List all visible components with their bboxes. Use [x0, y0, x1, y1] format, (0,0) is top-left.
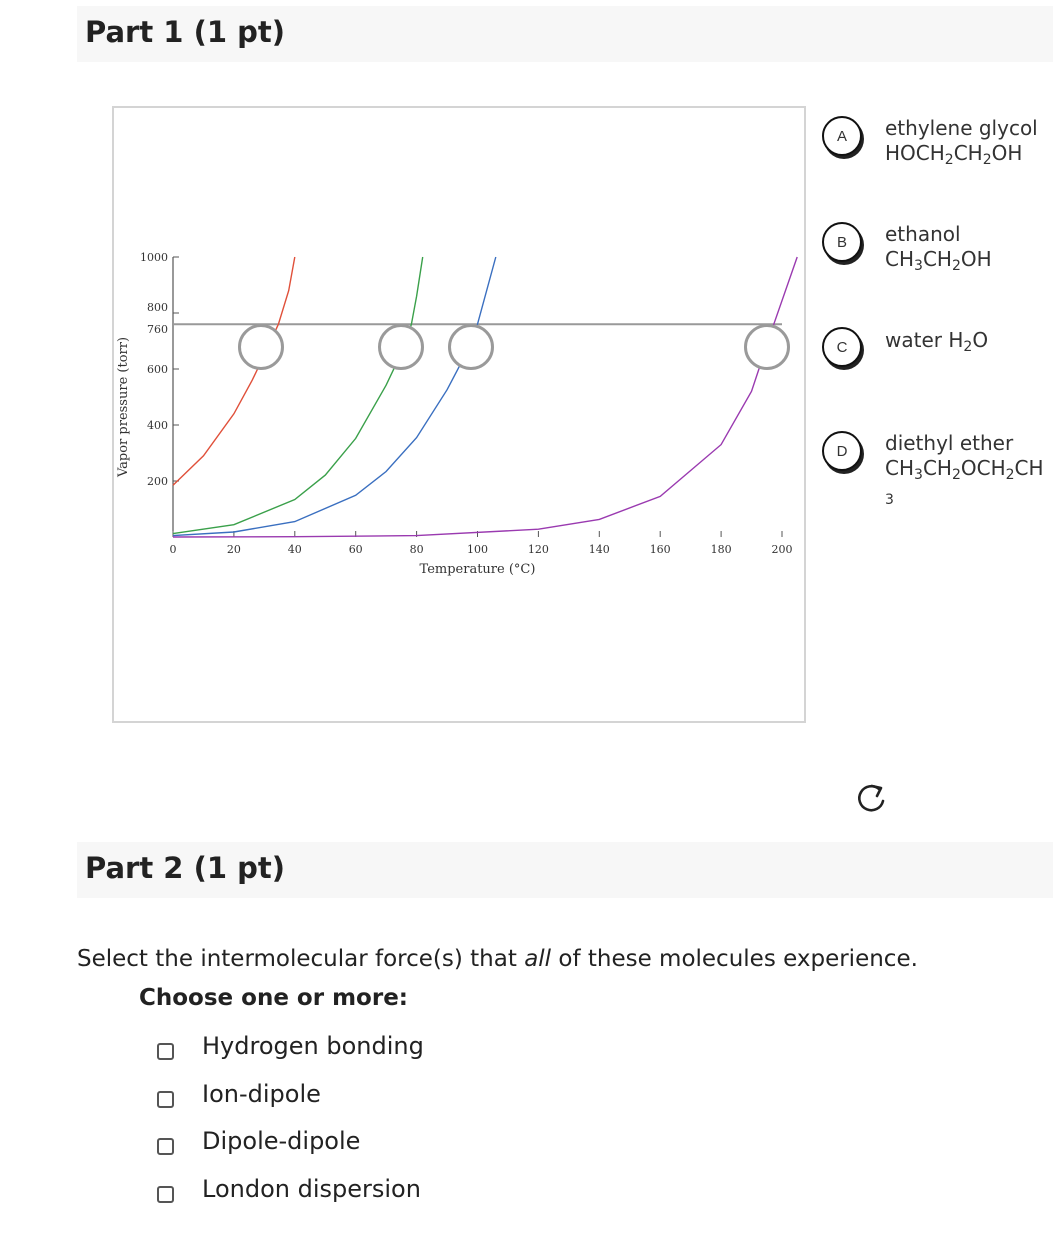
- choice-label: London dispersion: [202, 1175, 421, 1203]
- part2-title: Part 2 (1 pt): [85, 851, 285, 885]
- y-tick-label: 800: [147, 301, 168, 314]
- y-tick-label: 200: [147, 475, 168, 488]
- option-letter-badge: D: [822, 431, 862, 471]
- drop-target-purple-curve[interactable]: [744, 324, 790, 370]
- checkbox[interactable]: [157, 1138, 174, 1155]
- part1-title: Part 1 (1 pt): [85, 15, 285, 49]
- y-tick-label: 760: [147, 323, 168, 337]
- checkbox[interactable]: [157, 1091, 174, 1108]
- x-axis-title: Temperature (°C): [419, 562, 536, 577]
- vapor-pressure-curve-4: [173, 257, 797, 537]
- reset-icon[interactable]: [853, 779, 893, 819]
- part2-header: [77, 842, 1053, 898]
- vapor-pressure-graph: [112, 106, 806, 723]
- x-tick-label: 180: [710, 543, 732, 556]
- option-text: [885, 222, 1045, 272]
- molecule-name: ethanol: [885, 222, 961, 246]
- choose-label: Choose one or more:: [139, 985, 408, 1011]
- x-tick-label: 140: [588, 543, 610, 556]
- choice-label: Dipole-dipole: [202, 1127, 361, 1155]
- molecule-formula: $CH_3CH_2OH$: [885, 247, 992, 274]
- choice-label: Ion-dipole: [202, 1080, 321, 1108]
- drop-target-green-curve[interactable]: [378, 324, 424, 370]
- molecule-name: ethylene glycol: [885, 116, 1038, 140]
- option-text: [885, 328, 1045, 353]
- y-tick-label: 1000: [140, 251, 168, 264]
- x-tick-label: 100: [467, 543, 488, 556]
- checkbox[interactable]: [157, 1186, 174, 1203]
- vapor-pressure-curve-1: [173, 257, 295, 485]
- x-tick-label: 80: [409, 543, 424, 556]
- molecule-formula: $CH_3CH_2OCH_2CH_3$: [885, 456, 1044, 508]
- option-letter-badge: C: [822, 327, 862, 367]
- x-tick-label: 200: [771, 543, 793, 556]
- question-text-end: of these molecules experience.: [551, 946, 918, 972]
- drop-target-blue-curve[interactable]: [448, 324, 494, 370]
- y-tick-label: 400: [147, 419, 168, 432]
- x-tick-label: 160: [649, 543, 671, 556]
- molecule-name: water: [885, 328, 942, 352]
- vapor-pressure-curve-2: [173, 257, 423, 534]
- x-tick-label: 120: [527, 543, 549, 556]
- molecule-name: diethyl ether: [885, 431, 1014, 455]
- x-tick-label: 40: [287, 543, 302, 556]
- part1-header: [77, 6, 1053, 62]
- vapor-pressure-chart: [114, 108, 804, 721]
- option-text: [885, 116, 1045, 166]
- question-emphasis: all: [524, 946, 552, 972]
- x-tick-label: 60: [348, 543, 363, 556]
- option-text: [885, 431, 1045, 506]
- y-axis-title: Vapor pressure (torr): [116, 336, 131, 478]
- x-tick-label: 0: [169, 543, 177, 556]
- x-tick-label: 20: [226, 543, 241, 556]
- question-text-start: Select the intermolecular force(s) that: [77, 946, 525, 972]
- option-letter-badge: A: [822, 116, 862, 156]
- drop-target-red-curve[interactable]: [238, 324, 284, 370]
- molecule-formula: $H_2O$: [948, 328, 989, 355]
- molecule-formula: $HOCH_2CH_2OH$: [885, 141, 1023, 168]
- vapor-pressure-curve-3: [173, 257, 496, 536]
- y-tick-label: 600: [147, 363, 168, 376]
- choice-label: Hydrogen bonding: [202, 1032, 424, 1060]
- question-text: [77, 946, 918, 972]
- checkbox[interactable]: [157, 1043, 174, 1060]
- option-letter-badge: B: [822, 222, 862, 262]
